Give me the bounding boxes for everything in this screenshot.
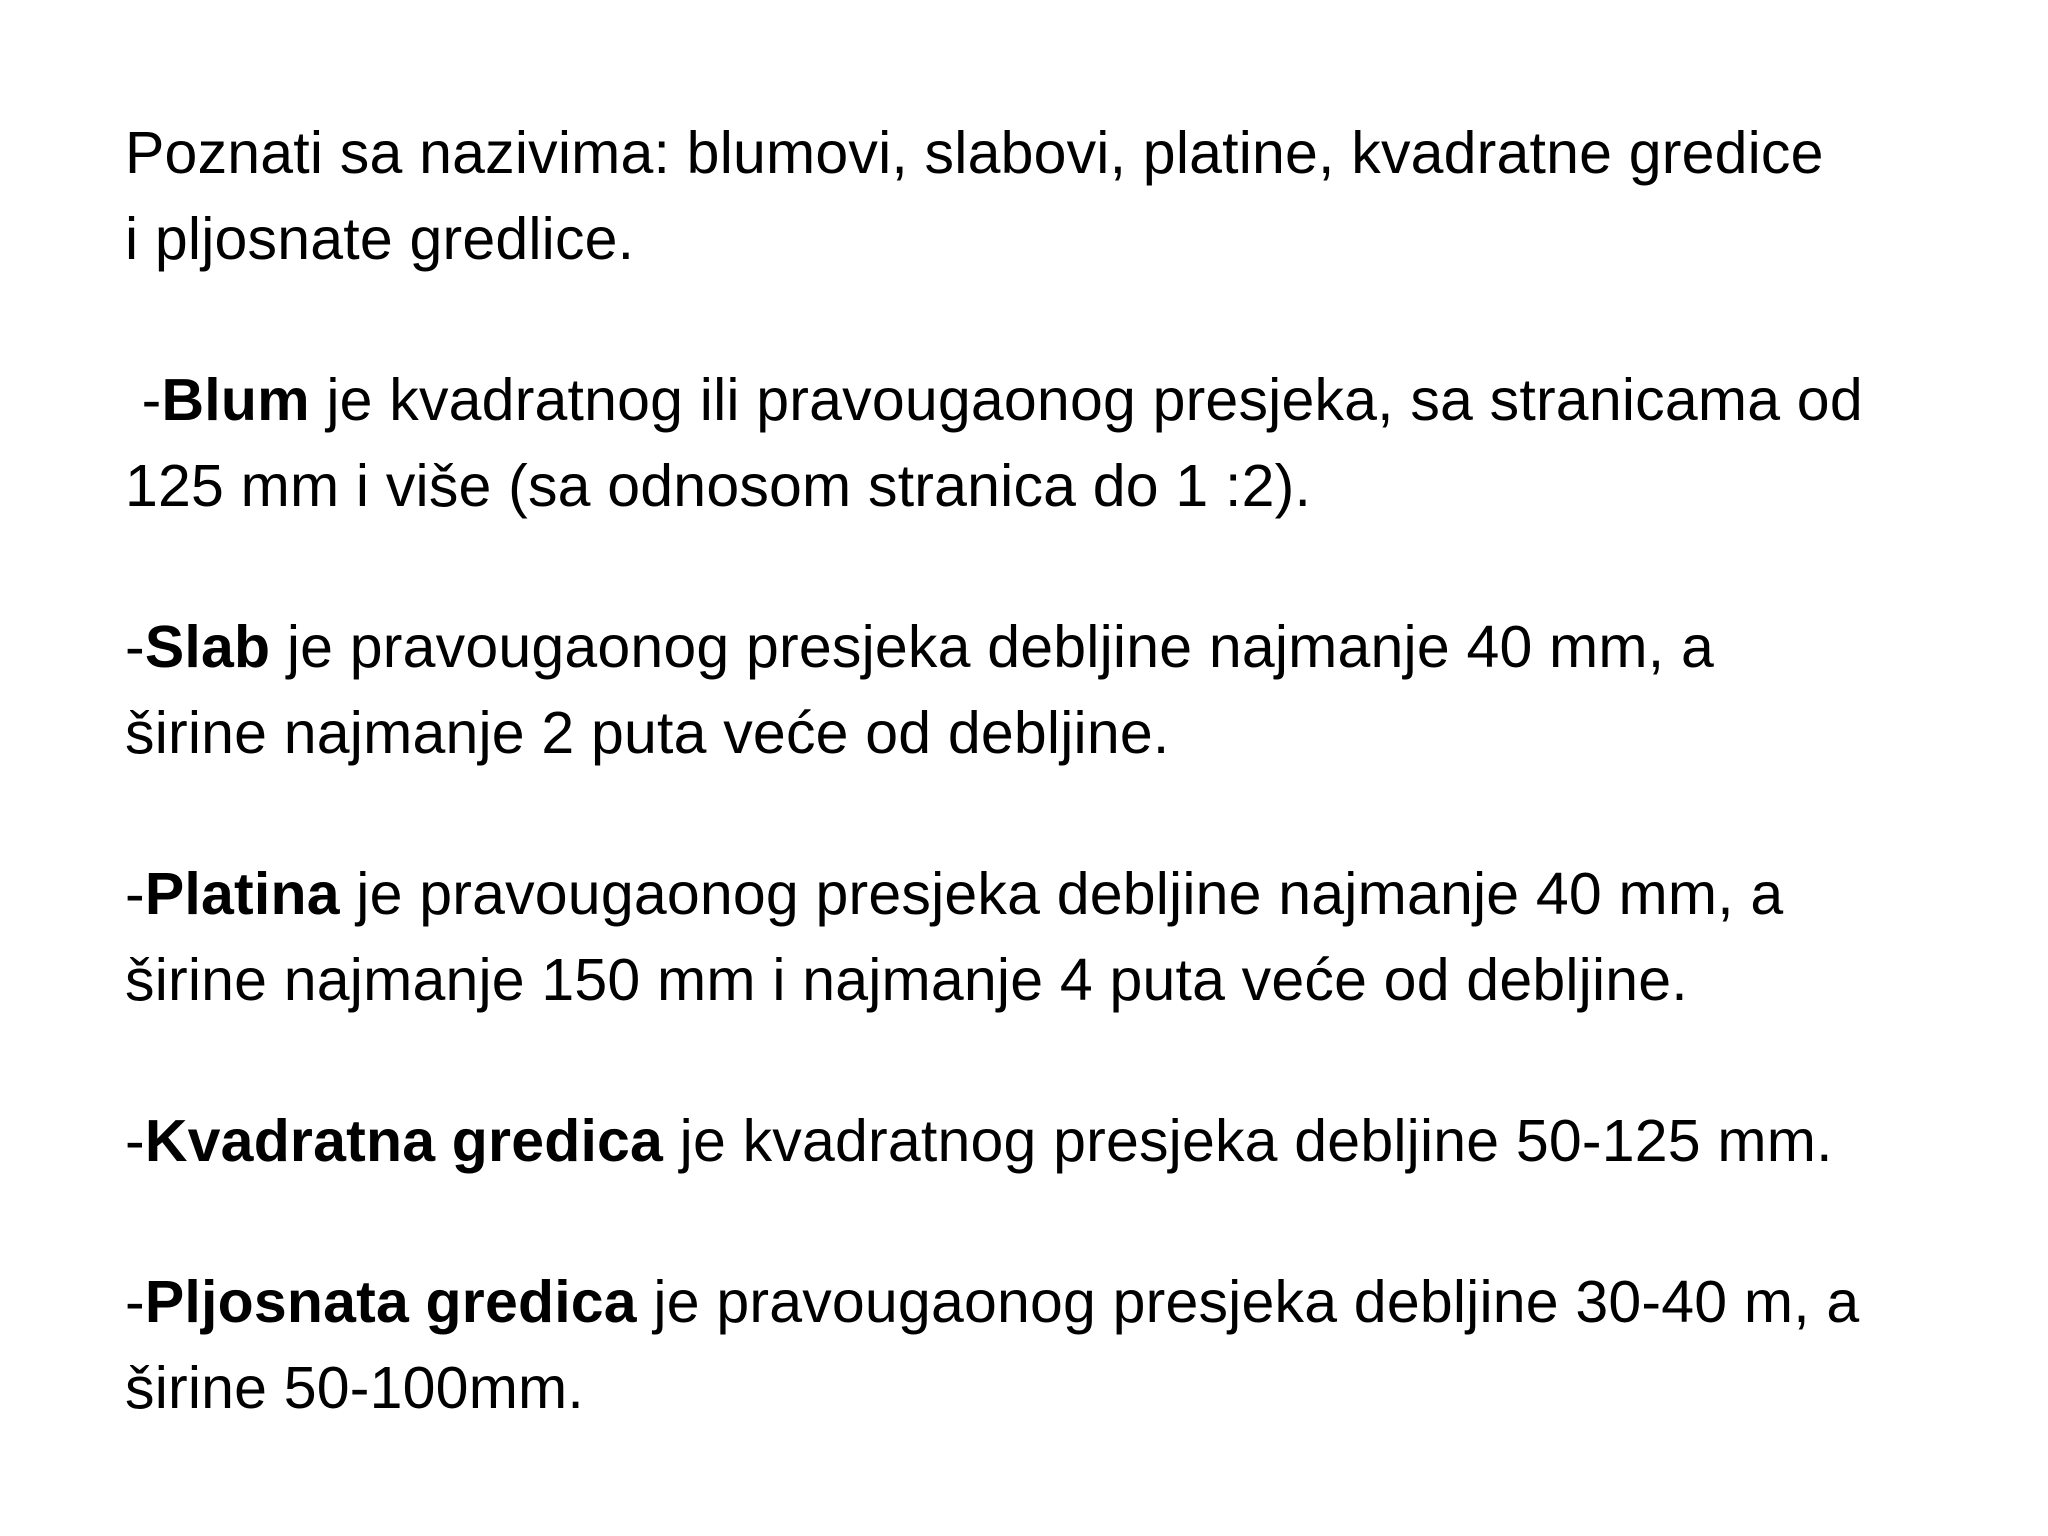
definition-term: Slab <box>144 614 271 680</box>
definition-slab <box>125 604 1985 776</box>
intro-line-1: Poznati sa nazivima: blumovi, slabovi, platine, kvadratne gredice <box>125 120 1824 186</box>
definition-prefix: - <box>125 367 162 433</box>
definition-prefix: - <box>125 614 145 680</box>
definition-prefix: - <box>125 1108 145 1174</box>
definition-text: je pravougaonog presjeka debljine najmanje 40 mm, a <box>270 614 1714 680</box>
paragraph-spacer <box>125 282 1985 357</box>
definition-line-2: 125 mm i više (sa odnosom stranica do 1 :2). <box>125 453 1312 519</box>
definition-text: je kvadratnog ili pravougaonog presjeka, sa stranicama od <box>309 367 1863 433</box>
definition-kvadratna-gredica <box>125 1098 1985 1184</box>
definition-blum <box>125 357 1985 529</box>
definition-text: je kvadratnog presjeka debljine 50-125 mm. <box>663 1108 1833 1174</box>
paragraph-spacer <box>125 1023 1985 1098</box>
definition-term: Kvadratna gredica <box>144 1108 664 1174</box>
definition-term: Platina <box>144 861 340 927</box>
definition-line-2: širine najmanje 150 mm i najmanje 4 puta veće od debljine. <box>125 947 1688 1013</box>
definition-line-1 <box>125 1098 1985 1184</box>
definition-text: je pravougaonog presjeka debljine najmanje 40 mm, a <box>339 861 1784 927</box>
intro-paragraph <box>125 110 1985 282</box>
definition-line-2: širine 50-100mm. <box>125 1355 584 1421</box>
definition-term: Blum <box>161 367 310 433</box>
definition-prefix: - <box>125 861 145 927</box>
definition-line-1 <box>125 1259 1985 1345</box>
slide-body <box>125 110 1985 1431</box>
definition-text: je pravougaonog presjeka debljine 30-40 m, a <box>636 1269 1860 1335</box>
definition-platina <box>125 851 1985 1023</box>
definition-term: Pljosnata gredica <box>144 1269 637 1335</box>
definition-line-2: širine najmanje 2 puta veće od debljine. <box>125 700 1170 766</box>
definition-line-1 <box>125 357 1985 443</box>
definition-line-1 <box>125 851 1985 937</box>
paragraph-spacer <box>125 776 1985 851</box>
definition-prefix: - <box>125 1269 145 1335</box>
paragraph-spacer <box>125 1184 1985 1259</box>
paragraph-spacer <box>125 529 1985 604</box>
definition-pljosnata-gredica <box>125 1259 1985 1431</box>
intro-line-2: i pljosnate gredlice. <box>125 206 635 272</box>
definition-line-1 <box>125 604 1985 690</box>
